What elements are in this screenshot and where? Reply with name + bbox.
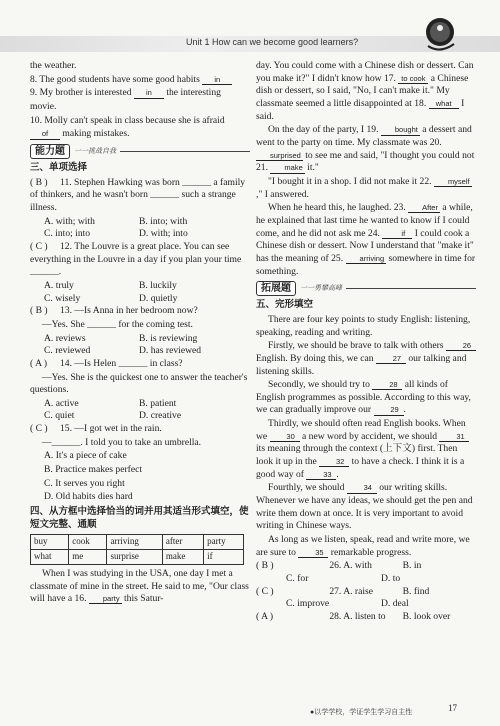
question-text: 12. The Louvre is a great place. You can see everything in the Louvre in a day if you plan your time ______. (30, 240, 242, 278)
option: A. It's a piece of cake (44, 450, 127, 462)
question-text: 9. My brother is interested (30, 87, 132, 99)
question-9 (30, 87, 250, 100)
passage-text: somewhere in time for something. (256, 252, 476, 277)
passage-text: "I bought it in a shop. I did not make it 22. (268, 175, 432, 187)
option: B. look over (402, 610, 451, 622)
passage-paragraph (256, 482, 476, 533)
question-text: the interesting (166, 87, 221, 99)
option: D. with; into (139, 228, 188, 240)
passage-text: a dessert and went to the party on time. My classmate was 20. (256, 124, 472, 148)
answer-blank: bought (381, 126, 420, 135)
question-14 (30, 358, 250, 371)
word-cell: me (69, 550, 107, 565)
option: B. is reviewing (139, 332, 198, 344)
option: C. wisely (44, 292, 81, 304)
question-text: —Yes. She is the quickest one to answer the teacher's questions. (30, 371, 248, 396)
question-8 (30, 74, 250, 87)
question-10-cont (30, 128, 250, 141)
question-text: 11. Stephen Hawking was born ______ a family of thinkers, and he wasn't born ______ such a strange illness. (30, 176, 246, 213)
option: C. It serves you right (44, 477, 125, 489)
answer-blank: to cook (398, 75, 428, 84)
question-text: —Yes. She ______ for the coming test. (42, 318, 193, 330)
answer-blank: arriving (346, 255, 387, 264)
options-row (30, 280, 250, 293)
cloze-blank: 29 (374, 406, 404, 415)
option: D. creative (139, 410, 182, 422)
question-text: 15. —I got wet in the rain. (60, 423, 162, 435)
answer-blank: surprised (256, 152, 303, 161)
cloze-blank: 31 (439, 433, 469, 442)
answer-blank: myself (434, 178, 472, 187)
answer-blank: in (134, 89, 164, 98)
question-text: making mistakes. (62, 128, 130, 140)
passage-text: a new word by accident, we should (302, 430, 438, 442)
table-row (31, 550, 244, 565)
cloze-blank: 28 (372, 381, 402, 390)
answer-blank: in (202, 76, 232, 85)
option: C. into; into (44, 228, 91, 240)
options-row (30, 216, 250, 229)
word-cell: after (162, 535, 203, 550)
section-heading: 三、单项选择 (30, 162, 88, 174)
logo-emblem-icon (418, 14, 460, 54)
passage-text: I could cook a Chinese dish or dessert. Now I understand that "make it" has the meaning of 25. (256, 227, 474, 264)
options-row (30, 345, 250, 358)
passage-text: I said. (256, 97, 465, 122)
passage-text: day. You could come with a Chinese dish or dessert. Can you make it?" I didn't know how 17. (256, 60, 474, 84)
footer-text: ●以学学校，学证学生学习自主性 (310, 709, 413, 716)
section-subtitle: 一一勇攀高峰 (300, 284, 342, 293)
options-row (30, 398, 250, 411)
passage-text: it." (307, 162, 319, 174)
option: A. active (44, 397, 79, 409)
answer-blank: what (429, 100, 459, 109)
cloze-blank: 35 (298, 549, 328, 558)
options-row (256, 611, 476, 624)
option: A. with; with (44, 215, 95, 227)
question-11 (30, 177, 250, 215)
section-heading: 四、从方框中选择恰当的词并用其适当形式填空，使短文完整、通顺 (30, 506, 249, 530)
passage-text: to have a check. I think it is a good way of (256, 456, 465, 480)
passage-text: . (403, 404, 406, 416)
passage-text: all kinds of English programmes as possible. According to this way, we can gradually improve our (256, 379, 471, 416)
option: D. deal (381, 598, 409, 610)
cloze-blank: 34 (347, 484, 377, 493)
answer-blank: if (382, 230, 412, 239)
answer-blank: make (270, 164, 304, 173)
passage-text: remarkable progress. (330, 546, 412, 558)
section-label: 拓展题 (256, 281, 296, 296)
passage-text: When I was studying in the USA, one day I met a classmate of mine in the street. He said to me, "Our class will have a 16. (30, 567, 249, 605)
passage-paragraph (256, 176, 476, 201)
question-text: 14. —Is Helen ______ in class? (60, 357, 183, 369)
option: B. into; with (139, 215, 188, 227)
option: 28. A. listen to (329, 610, 386, 622)
passage-text: its meaning through the context (上下文) first. Then look it up in the (256, 443, 458, 468)
passage-text: On the day of the party, I 19. (268, 124, 379, 136)
section-subtitle: 一一挑战自我 (74, 146, 116, 155)
options-row (30, 410, 250, 423)
cloze-blank: 26 (446, 342, 476, 351)
question-12 (30, 241, 250, 279)
section-heading: 五、完形填空 (256, 299, 314, 311)
passage-paragraph (256, 340, 476, 378)
options-row (30, 228, 250, 241)
passage-paragraph (256, 202, 476, 278)
passage-text: As long as we listen, speak, read and write more, we are sure to (256, 534, 470, 558)
passage-text: a while, he explained that last time he wanted to know if I could come, and he did not ask me 24. (256, 202, 473, 239)
answer-mark: ( C ) (30, 240, 48, 252)
option: C. reviewed (44, 345, 91, 357)
passage-paragraph (30, 568, 250, 606)
option: D. quietly (139, 292, 178, 304)
question-text: 8. The good students have some good habits (30, 73, 200, 85)
section-tag-ability (30, 144, 250, 159)
passage-text: . (336, 468, 339, 480)
section-label: 能力题 (30, 144, 70, 159)
option: D. to (381, 573, 401, 584)
cloze-blank: 30 (270, 433, 300, 442)
answer-blank: After (408, 204, 440, 213)
word-cell: cook (69, 535, 107, 550)
word-cell: if (204, 550, 244, 565)
passage-text: ," I answered. (256, 188, 309, 200)
passage-text: When he heard this, he laughed. 23. (268, 202, 406, 214)
option: D. has reviewed (139, 345, 202, 357)
word-cell: arriving (107, 535, 162, 550)
option: A. truly (44, 279, 74, 291)
text-line: the weather. (30, 60, 77, 71)
cloze-blank: 32 (319, 458, 349, 467)
passage-text: a Chinese dish or dessert, so I said, "No, I can't make it." My classmate seemed a little disappointed at 18. (256, 72, 469, 109)
right-column (256, 60, 476, 624)
unit-title: Unit 1 How can we become good learners? (186, 37, 359, 47)
word-box (30, 534, 244, 565)
passage-text: Firstly, we should be brave to talk with others (268, 340, 444, 352)
passage-paragraph: There are four key points to study English: listening, speaking, reading and writing. (256, 313, 471, 338)
passage-text: this Satur- (123, 593, 164, 605)
answer-blank: of (30, 130, 60, 139)
question-13 (30, 305, 250, 318)
options-row (256, 573, 476, 586)
question-text: —______. I told you to take an umbrella. (42, 436, 202, 448)
passage-text: Secondly, we should try to (268, 379, 370, 391)
section-tag-extension (256, 281, 476, 296)
option: C. quiet (44, 410, 75, 422)
passage-text: Fourthly, we should (268, 482, 345, 494)
question-10: 10. Molly can't speak in class because she is afraid (30, 114, 225, 126)
cloze-blank: 33 (306, 471, 336, 480)
option: B. Practice makes perfect (44, 464, 143, 476)
answer-mark: ( C ) (256, 585, 274, 597)
option: B. patient (139, 397, 177, 409)
answer-blank: party (89, 595, 122, 604)
option: A. reviews (44, 332, 86, 344)
passage-paragraph (256, 60, 476, 123)
page-number: 17 (448, 703, 457, 713)
word-cell: buy (31, 535, 69, 550)
question-text: 13. —Is Anna in her bedroom now? (60, 305, 198, 317)
answer-mark: ( C ) (30, 423, 48, 435)
cloze-blank: 27 (376, 355, 406, 364)
table-row (31, 535, 244, 550)
left-column (30, 60, 250, 607)
passage-paragraph (256, 124, 476, 175)
passage-text: to see me and said, "I thought you could not 21. (256, 149, 475, 174)
option: B. luckily (139, 279, 177, 291)
option: 26. A. with (329, 560, 372, 572)
page-header (0, 0, 500, 52)
options-row (30, 333, 250, 346)
passage-text: our writing skills. Whenever we have any ideas, we should get the pen and write them down at once. It is very important to avoid writing in Chinese ways. (256, 482, 473, 532)
text-line: movie. (30, 100, 57, 112)
passage-text: our talking and listening skills. (256, 352, 467, 377)
options-row (256, 560, 476, 573)
options-row (256, 586, 476, 599)
word-cell: what (31, 550, 69, 565)
passage-paragraph (256, 418, 476, 481)
option: B. find (402, 585, 430, 597)
option: D. Old habits dies hard (44, 491, 133, 503)
options-row (30, 293, 250, 306)
passage-text: Thirdly, we should often read English books. When we (256, 418, 466, 442)
word-cell: make (162, 550, 203, 565)
answer-mark: ( B ) (30, 176, 48, 188)
word-cell: party (204, 535, 244, 550)
answer-mark: ( A ) (30, 357, 48, 369)
option: C. for (286, 573, 309, 584)
divider (346, 288, 476, 289)
divider (120, 151, 250, 152)
passage-text: English. By doing this, we can (256, 352, 374, 364)
answer-mark: ( B ) (30, 305, 48, 317)
answer-mark: ( A ) (256, 610, 274, 622)
answer-mark: ( B ) (256, 560, 274, 572)
question-15 (30, 423, 250, 436)
option: C. improve (286, 598, 330, 610)
option: B. in (402, 560, 422, 572)
options-row (256, 598, 476, 611)
option: 27. A. raise (329, 585, 374, 597)
word-cell: surprise (107, 550, 162, 565)
passage-paragraph (256, 534, 476, 559)
passage-paragraph (256, 379, 476, 417)
